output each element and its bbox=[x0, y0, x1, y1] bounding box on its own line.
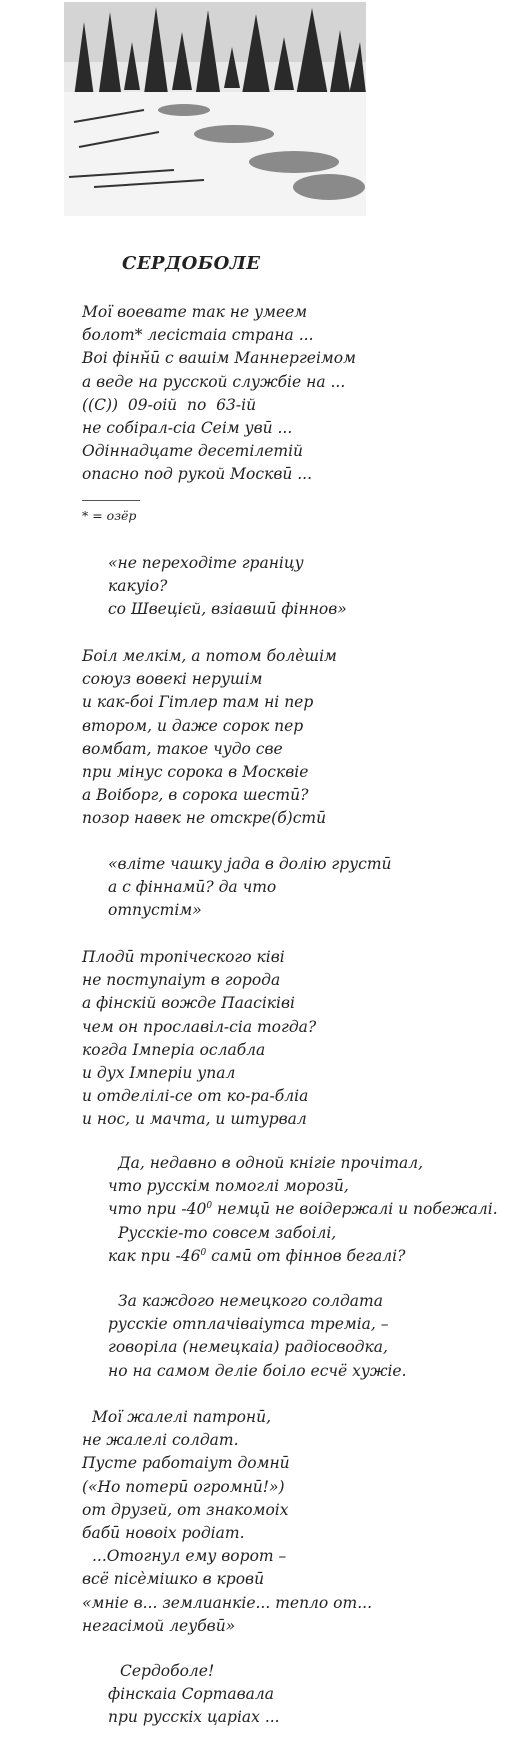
stanza-2 bbox=[108, 552, 347, 622]
poem-line: За каждого немецкого солдата bbox=[118, 1292, 383, 1310]
poem-line: («Но потерӣ огромнӣ!») bbox=[82, 1477, 285, 1496]
poem-line: отпустім» bbox=[108, 901, 202, 920]
poem-line: «не переходіте граніцу bbox=[108, 554, 304, 572]
poem-line: болот* лесістаіа страна ... bbox=[82, 326, 314, 345]
poem-line: «вліте чашку јада в долію грустӣ bbox=[108, 855, 392, 873]
poem-line: а Воіборг, в сорока шестӣ? bbox=[82, 786, 309, 805]
footnote: * = озёр bbox=[82, 508, 137, 523]
poem-line: опасно под рукой Москвӣ ... bbox=[82, 465, 313, 484]
poem-line: чем он прославіл-сіа тогда? bbox=[82, 1017, 317, 1036]
poem-line: Мої воевате так не умеем bbox=[82, 303, 308, 321]
poem-line: как при $-46^0$ самӣ от фіннов бегалі? bbox=[108, 1246, 406, 1265]
poem-line: Пусте работаіут домнӣ bbox=[82, 1454, 290, 1473]
poem-line: со Швецієй, взіавшӣ фіннов» bbox=[108, 600, 347, 619]
winter-soldiers-photo bbox=[64, 2, 366, 216]
poem-line: Сердоболе! bbox=[120, 1662, 215, 1680]
poem-line: говоріла (немецкаіа) радіосводка, bbox=[108, 1338, 388, 1357]
poem-line: а с фіннамӣ? да что bbox=[108, 878, 277, 897]
poem-line: Мої жалелі патронӣ, bbox=[92, 1408, 272, 1426]
poem-line: какуіо? bbox=[108, 577, 168, 596]
stanza-4 bbox=[108, 853, 392, 923]
poem-line: а фінскій вожде Паасіківі bbox=[82, 994, 295, 1013]
poem-line: что русскім помоглі морозӣ, bbox=[108, 1177, 349, 1196]
poem-line: при мінус сорока в Москвіе bbox=[82, 762, 309, 781]
poem-line: ((С)) 09-оій по 63-ій bbox=[82, 395, 257, 414]
poem-line: Воі фінн̆ӣ с вашім Маннергеімом bbox=[82, 349, 356, 368]
poem-line: Боіл мелкім, а потом болѐшім bbox=[82, 647, 337, 665]
poem-line: от друзей, от знакомоіх bbox=[82, 1500, 289, 1519]
poem-line: русскіе отплачіваіутса треміа, – bbox=[108, 1315, 389, 1334]
poem-line: что при $-40^0$ немцӣ не воідержалі и побежалі. bbox=[108, 1200, 498, 1219]
stanza-6 bbox=[108, 1152, 498, 1268]
poem-line: при русскіх царіах ... bbox=[108, 1708, 280, 1727]
footnote-divider bbox=[82, 500, 140, 501]
poem-line: «мніе в... землианкіе... тепло от... bbox=[82, 1593, 372, 1612]
poem-line: не жалелі солдат. bbox=[82, 1431, 239, 1450]
stanza-3 bbox=[82, 645, 337, 831]
poem-line: и нос, и мачта, и штурвал bbox=[82, 1110, 307, 1129]
poem-line: но на самом деліе боіло есчё хужіе. bbox=[108, 1361, 407, 1380]
poem-line: Одіннадцате десетілетій bbox=[82, 442, 304, 461]
poem-line: и дух Імперіи упал bbox=[82, 1063, 236, 1082]
poem-line: втором, и даже сорок пер bbox=[82, 716, 304, 735]
poem-line: негасімой леубвӣ» bbox=[82, 1616, 236, 1635]
poem-line: и отделілі-се от ко-ра-бліа bbox=[82, 1087, 309, 1106]
poem-line: ...Отогнул ему ворот – bbox=[92, 1547, 287, 1566]
poem-line: и как-боі Гітлер там ні пер bbox=[82, 693, 314, 712]
poem-line: бабӣ новоіх родіат. bbox=[82, 1523, 245, 1542]
stanza-8 bbox=[82, 1406, 372, 1638]
poem-line: позор навек не отскре(б)стӣ bbox=[82, 809, 327, 828]
stanza-7 bbox=[108, 1290, 407, 1383]
stanza-9 bbox=[108, 1660, 280, 1730]
poem-line: всё пісѐмішко в кровӣ bbox=[82, 1570, 265, 1589]
poem-title: СЕРДОБОЛЕ bbox=[122, 253, 261, 274]
poem-line: не собірал-сіа Сеім увӣ ... bbox=[82, 418, 293, 437]
poem-line: когда Імперіа ослабла bbox=[82, 1040, 266, 1059]
poem-line: Плодӣ тропіческого ківі bbox=[82, 948, 285, 966]
stanza-5 bbox=[82, 946, 316, 1132]
poem-line: вомбат, такое чудо све bbox=[82, 739, 283, 758]
poem-line: Да, недавно в одной кнігіе прочітал, bbox=[118, 1154, 424, 1172]
poem-line: а веде на русской службіе на ... bbox=[82, 372, 346, 391]
poem-line: фінскаіа Сортавала bbox=[108, 1685, 275, 1704]
poem-line: не поступаіут в города bbox=[82, 971, 281, 990]
poem-line: Русскіе-то совсем забоілі, bbox=[118, 1223, 337, 1242]
poem-line: союуз вовекі нерушім bbox=[82, 670, 263, 689]
stanza-1 bbox=[82, 301, 356, 487]
